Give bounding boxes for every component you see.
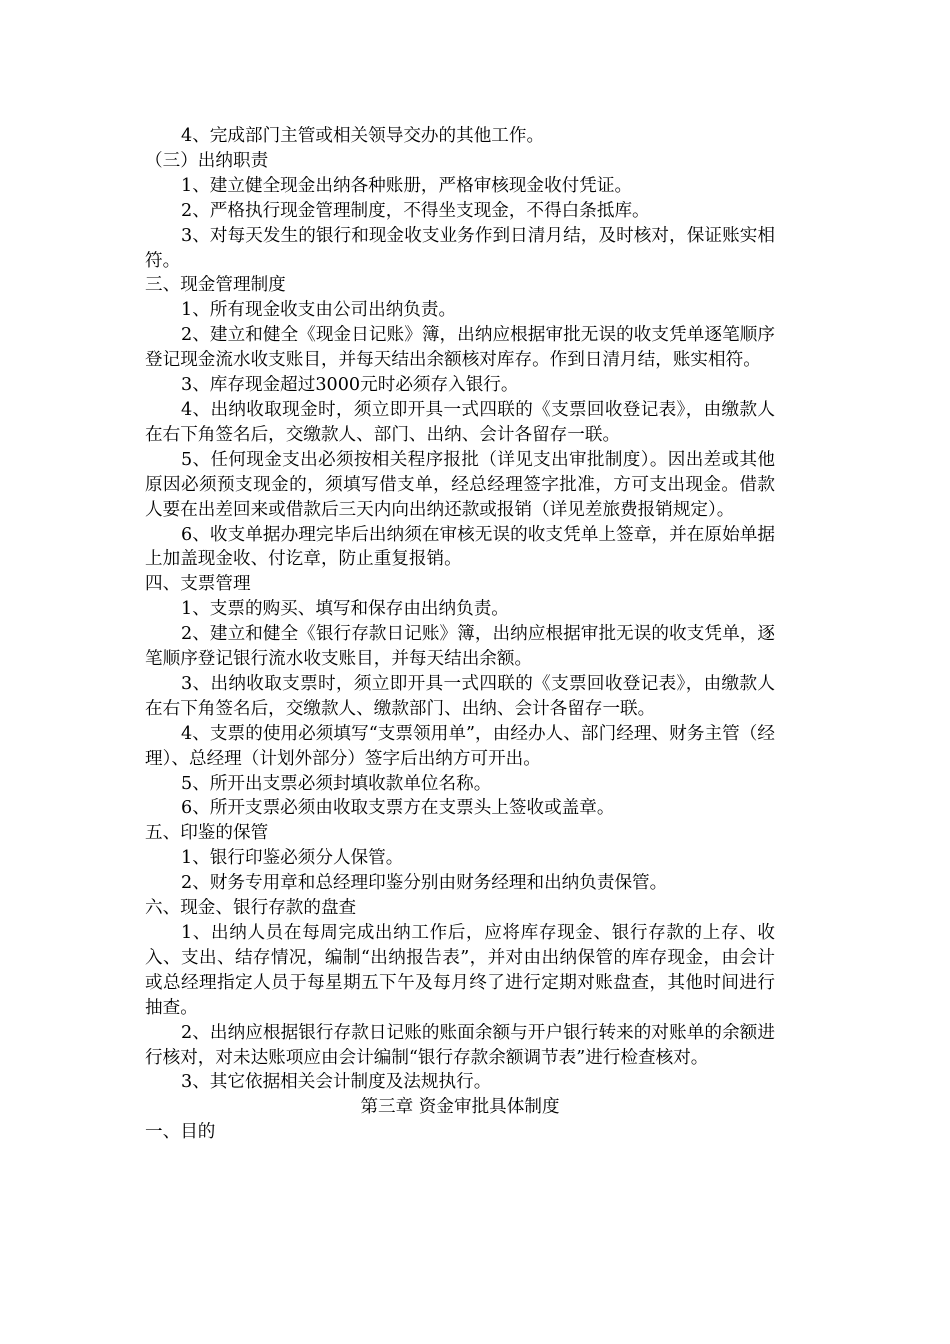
paragraph-item-5: 5、任何现金支出必须按相关程序报批（详见支出审批制度）。因出差或其他原因必须预支现金的，须填写借支单，经总经理签字批准，方可支出现金。借款人要在出差回来或借款后三天内向出纳还款或报销（详见差旅费报销规定）。 — [145, 449, 775, 520]
paragraph-item-5: 5、所开出支票必须封填收款单位名称。 — [181, 773, 492, 794]
paragraph-item-1: 1、出纳人员在每周完成出纳工作后，应将库存现金、银行存款的上存、收入、支出、结存情况，编制“出纳报告表”，并对由出纳保管的库存现金，由会计或总经理指定人员于每星期五下午及每月终了进行定期对账盘查，其他时间进行抽查。 — [145, 923, 775, 1018]
section-heading-seal-custody: 五、印鉴的保管 — [145, 823, 269, 844]
paragraph-item-3: 3、库存现金超过3000元时必须存入银行。 — [181, 375, 519, 396]
document-body — [145, 124, 775, 1145]
paragraph-item-2: 2、财务专用章和总经理印鉴分别由财务经理和出纳负责保管。 — [181, 873, 668, 894]
section-heading-cashier-duties: （三）出纳职责 — [145, 150, 269, 171]
section-heading-cash-management: 三、现金管理制度 — [145, 275, 286, 296]
paragraph-item-4: 4、支票的使用必须填写“支票领用单”，由经办人、部门经理、财务主管（经理）、总经理（计划外部分）签字后出纳方可开出。 — [145, 723, 775, 769]
section-heading-cheque-management: 四、支票管理 — [145, 574, 251, 595]
section-heading-cash-bank-audit: 六、现金、银行存款的盘查 — [145, 898, 357, 919]
paragraph-item-2: 2、建立和健全《银行存款日记账》簿，出纳应根据审批无误的收支凭单，逐笔顺序登记银行流水收支账目，并每天结出余额。 — [145, 624, 775, 670]
paragraph-item-2: 2、出纳应根据银行存款日记账的账面余额与开户银行转来的对账单的余额进行核对，对未达账项应由会计编制“银行存款余额调节表”进行检查核对。 — [145, 1022, 775, 1068]
paragraph-item-1: 1、银行印鉴必须分人保管。 — [181, 848, 404, 869]
paragraph-item-4: 4、出纳收取现金时，须立即开具一式四联的《支票回收登记表》，由缴款人在右下角签名后，交缴款人、部门、出纳、会计各留存一联。 — [145, 399, 775, 445]
paragraph-item-1: 1、所有现金收支由公司出纳负责。 — [181, 300, 457, 321]
paragraph-item-3: 3、对每天发生的银行和现金收支业务作到日清月结，及时核对，保证账实相符。 — [145, 225, 775, 271]
paragraph-item-1: 1、建立健全现金出纳各种账册，严格审核现金收付凭证。 — [181, 175, 633, 196]
paragraph-item-3: 3、其它依据相关会计制度及法规执行。 — [181, 1072, 492, 1093]
paragraph-item-2: 2、建立和健全《现金日记账》簿，出纳应根据审批无误的收支凭单逐笔顺序登记现金流水收支账目，并每天结出余额核对库存。作到日清月结，账实相符。 — [145, 325, 775, 371]
section-heading-purpose: 一、目的 — [145, 1122, 216, 1143]
chapter-title: 第三章 资金审批具体制度 — [360, 1097, 560, 1118]
paragraph-item-2: 2、严格执行现金管理制度，不得坐支现金，不得白条抵库。 — [181, 200, 650, 221]
paragraph-item-6: 6、收支单据办理完毕后出纳须在审核无误的收支凭单上签章，并在原始单据上加盖现金收、付讫章，防止重复报销。 — [145, 524, 775, 570]
paragraph-item-4: 4、完成部门主管或相关领导交办的其他工作。 — [181, 126, 545, 146]
paragraph-item-6: 6、所开支票必须由收取支票方在支票头上签收或盖章。 — [181, 798, 615, 819]
paragraph-item-3: 3、出纳收取支票时，须立即开具一式四联的《支票回收登记表》，由缴款人在右下角签名后，交缴款人、缴款部门、出纳、会计各留存一联。 — [145, 673, 775, 719]
paragraph-item-1: 1、支票的购买、填写和保存由出纳负责。 — [181, 599, 509, 620]
